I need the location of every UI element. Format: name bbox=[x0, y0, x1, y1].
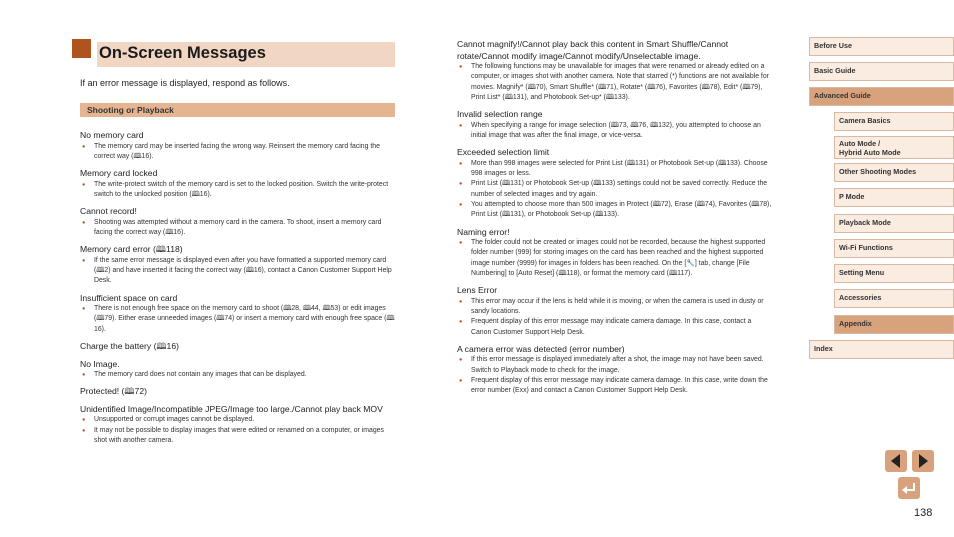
message-title: Cannot record! bbox=[80, 206, 137, 217]
bullet-item: ● There is not enough free space on the memory card to shoot (🕮28, 🕮44, 🕮53) or edit images (🕮79). Either erase unneeded images (🕮74) or insert a memory card with enough free space (🕮16). bbox=[80, 304, 398, 335]
return-icon bbox=[898, 477, 920, 499]
bullet-item: ● Frequent display of this error message may indicate camera damage. In this case, write down the error number (Exx) and contact a Canon Customer Support Help Desk. bbox=[457, 376, 772, 397]
nav-label: Advanced Guide bbox=[814, 91, 871, 100]
message-block bbox=[457, 109, 772, 141]
bullet-item: ● It may not be possible to display images that were edited or renamed on a computer, or images shot with another camera. bbox=[80, 426, 398, 447]
nav-auto-mode[interactable] bbox=[834, 136, 954, 159]
message-bullets bbox=[80, 370, 398, 380]
message-title: Unidentified Image/Incompatible JPEG/Image too large./Cannot play back MOV bbox=[80, 403, 383, 414]
section-title: Shooting or Playback bbox=[87, 105, 174, 115]
title-marker bbox=[72, 39, 91, 58]
nav-label: Appendix bbox=[839, 319, 872, 328]
bullet-item: ● If the same error message is displayed even after you have formatted a supported memory card (🕮2) and have inserted it facing the correct way (🕮16), contact a Canon Customer Support Help Desk. bbox=[80, 256, 398, 287]
bullet-item: ● The following functions may be unavailable for images that were renamed or already edited on a computer, or images shot with another camera. Note that starred (*) functions are not available for movies. Magnify* (🕮70), Smart Shuffle* (🕮71), Rotate* (🕮76), Favorites (🕮78), Edit* (🕮79), Print List* (🕮131), and Photobook Set-up* (🕮133). bbox=[457, 62, 772, 103]
message-block bbox=[80, 293, 398, 335]
message-block bbox=[80, 168, 398, 200]
bullet-item: ● More than 998 images were selected for Print List (🕮131) or Photobook Set-up (🕮133). Choose 998 images or less. bbox=[457, 159, 772, 180]
message-bullets bbox=[80, 256, 398, 287]
message-bullets bbox=[80, 142, 398, 163]
bullet-item: ● When specifying a range for image selection (🕮73, 🕮76, 🕮132), you attempted to choose an initial image that was after the final image, or vice-versa. bbox=[457, 121, 772, 142]
bullet-item: ● The folder could not be created or images could not be recorded, because the highest supported folder number (999) for storing images on the card has been reached and the highest supported image number (9999) for images in folders has been reached. On the [🔧] tab, change [File Numbering] to [Auto Reset] (🕮118), or format the memory card (🕮117). bbox=[457, 238, 772, 279]
nav-basic-guide[interactable] bbox=[809, 62, 954, 81]
message-title: Charge the battery (🕮16) bbox=[80, 341, 179, 352]
nav-index[interactable] bbox=[809, 340, 954, 359]
message-bullets bbox=[80, 218, 398, 239]
message-block bbox=[457, 227, 772, 280]
nav-label: Playback Mode bbox=[839, 218, 891, 227]
bullet-item: ● Frequent display of this error message may indicate camera damage. In this case, contact a Canon Customer Support Help Desk. bbox=[457, 317, 772, 338]
nav-label: Camera Basics bbox=[839, 116, 891, 125]
next-page-button[interactable] bbox=[912, 450, 934, 472]
message-title: Cannot magnify!/Cannot play back this content in Smart Shuffle/Cannot rotate/Cannot modify image/Cannot modify/Unselectable image. bbox=[457, 39, 729, 61]
message-title: Invalid selection range bbox=[457, 109, 543, 120]
message-block bbox=[80, 386, 398, 398]
page-number: 138 bbox=[914, 507, 933, 519]
messages-column-left bbox=[80, 130, 398, 452]
nav-label: Basic Guide bbox=[814, 66, 856, 75]
message-bullets bbox=[457, 238, 772, 279]
message-bullets bbox=[457, 297, 772, 338]
nav-label: Auto Mode / bbox=[839, 139, 881, 148]
nav-accessories[interactable] bbox=[834, 289, 954, 308]
intro-text: If an error message is displayed, respond as follows. bbox=[80, 78, 290, 88]
message-title: Memory card locked bbox=[80, 168, 158, 179]
nav-label: Accessories bbox=[839, 293, 882, 302]
message-title: A camera error was detected (error number) bbox=[457, 343, 625, 354]
message-block bbox=[457, 147, 772, 220]
nav-label: P Mode bbox=[839, 192, 865, 201]
bullet-item: ● If this error message is displayed immediately after a shot, the image may not have been saved. Switch to Playback mode to check for the image. bbox=[457, 355, 772, 376]
bullet-item: ● The write-protect switch of the memory card is set to the locked position. Switch the write-protect switch to the unlocked position (🕮16). bbox=[80, 180, 398, 201]
bullet-item: ● Print List (🕮131) or Photobook Set-up (🕮133) settings could not be saved correctly. Reduce the number of selected images and try again. bbox=[457, 179, 772, 200]
nav-before-use[interactable] bbox=[809, 37, 954, 56]
nav-label: Before Use bbox=[814, 41, 852, 50]
message-bullets bbox=[457, 121, 772, 142]
message-title: Lens Error bbox=[457, 285, 498, 296]
message-block bbox=[80, 244, 398, 286]
message-title: Exceeded selection limit bbox=[457, 147, 550, 158]
nav-advanced-guide[interactable] bbox=[809, 87, 954, 106]
message-block bbox=[80, 130, 398, 162]
nav-playback-mode[interactable] bbox=[834, 214, 954, 233]
bullet-item: ● The memory card does not contain any images that can be displayed. bbox=[80, 370, 398, 380]
message-block bbox=[80, 359, 398, 381]
message-title: Naming error! bbox=[457, 226, 510, 237]
message-title: No memory card bbox=[80, 130, 144, 140]
arrow-right-icon bbox=[912, 450, 934, 472]
message-bullets bbox=[80, 415, 398, 446]
return-button[interactable] bbox=[898, 477, 920, 499]
nav-camera-basics[interactable] bbox=[834, 112, 954, 131]
message-title: Protected! (🕮72) bbox=[80, 386, 147, 397]
message-block bbox=[80, 404, 398, 446]
bullet-item: ● This error may occur if the lens is held while it is moving, or when the camera is used in dusty or sandy locations. bbox=[457, 297, 772, 318]
message-block bbox=[457, 344, 772, 397]
bullet-item: ● The memory card may be inserted facing the wrong way. Reinsert the memory card facing the correct way (🕮16). bbox=[80, 142, 398, 163]
bullet-item: ● Shooting was attempted without a memory card in the camera. To shoot, insert a memory card facing the correct way (🕮16). bbox=[80, 218, 398, 239]
message-bullets bbox=[457, 62, 772, 103]
nav-label: Wi-Fi Functions bbox=[839, 243, 893, 252]
messages-column-right bbox=[457, 39, 772, 403]
nav-appendix[interactable] bbox=[834, 315, 954, 334]
bullet-item: ● You attempted to choose more than 500 images in Protect (🕮72), Erase (🕮74), Favorites (🕮78), Print List (🕮131), or Photobook Set-up (🕮133). bbox=[457, 200, 772, 221]
prev-page-button[interactable] bbox=[885, 450, 907, 472]
message-block bbox=[457, 39, 772, 103]
nav-label: Hybrid Auto Mode bbox=[839, 148, 901, 157]
page-title: On-Screen Messages bbox=[99, 44, 266, 62]
message-bullets bbox=[457, 355, 772, 396]
message-block bbox=[80, 341, 398, 353]
nav-label: Setting Menu bbox=[839, 268, 885, 277]
nav-label: Other Shooting Modes bbox=[839, 167, 917, 176]
nav-setting-menu[interactable] bbox=[834, 264, 954, 283]
message-title: Memory card error (🕮118) bbox=[80, 244, 183, 255]
message-block bbox=[80, 206, 398, 238]
message-title: Insufficient space on card bbox=[80, 292, 178, 303]
nav-wifi-functions[interactable] bbox=[834, 239, 954, 258]
message-bullets bbox=[80, 180, 398, 201]
message-title: No Image. bbox=[80, 358, 120, 369]
arrow-left-icon bbox=[885, 450, 907, 472]
bullet-item: ● Unsupported or corrupt images cannot be displayed. bbox=[80, 415, 398, 425]
nav-other-shooting-modes[interactable] bbox=[834, 163, 954, 182]
nav-p-mode[interactable] bbox=[834, 188, 954, 207]
message-block bbox=[457, 285, 772, 338]
message-bullets bbox=[457, 159, 772, 221]
message-bullets bbox=[80, 304, 398, 335]
nav-label: Index bbox=[814, 344, 833, 353]
